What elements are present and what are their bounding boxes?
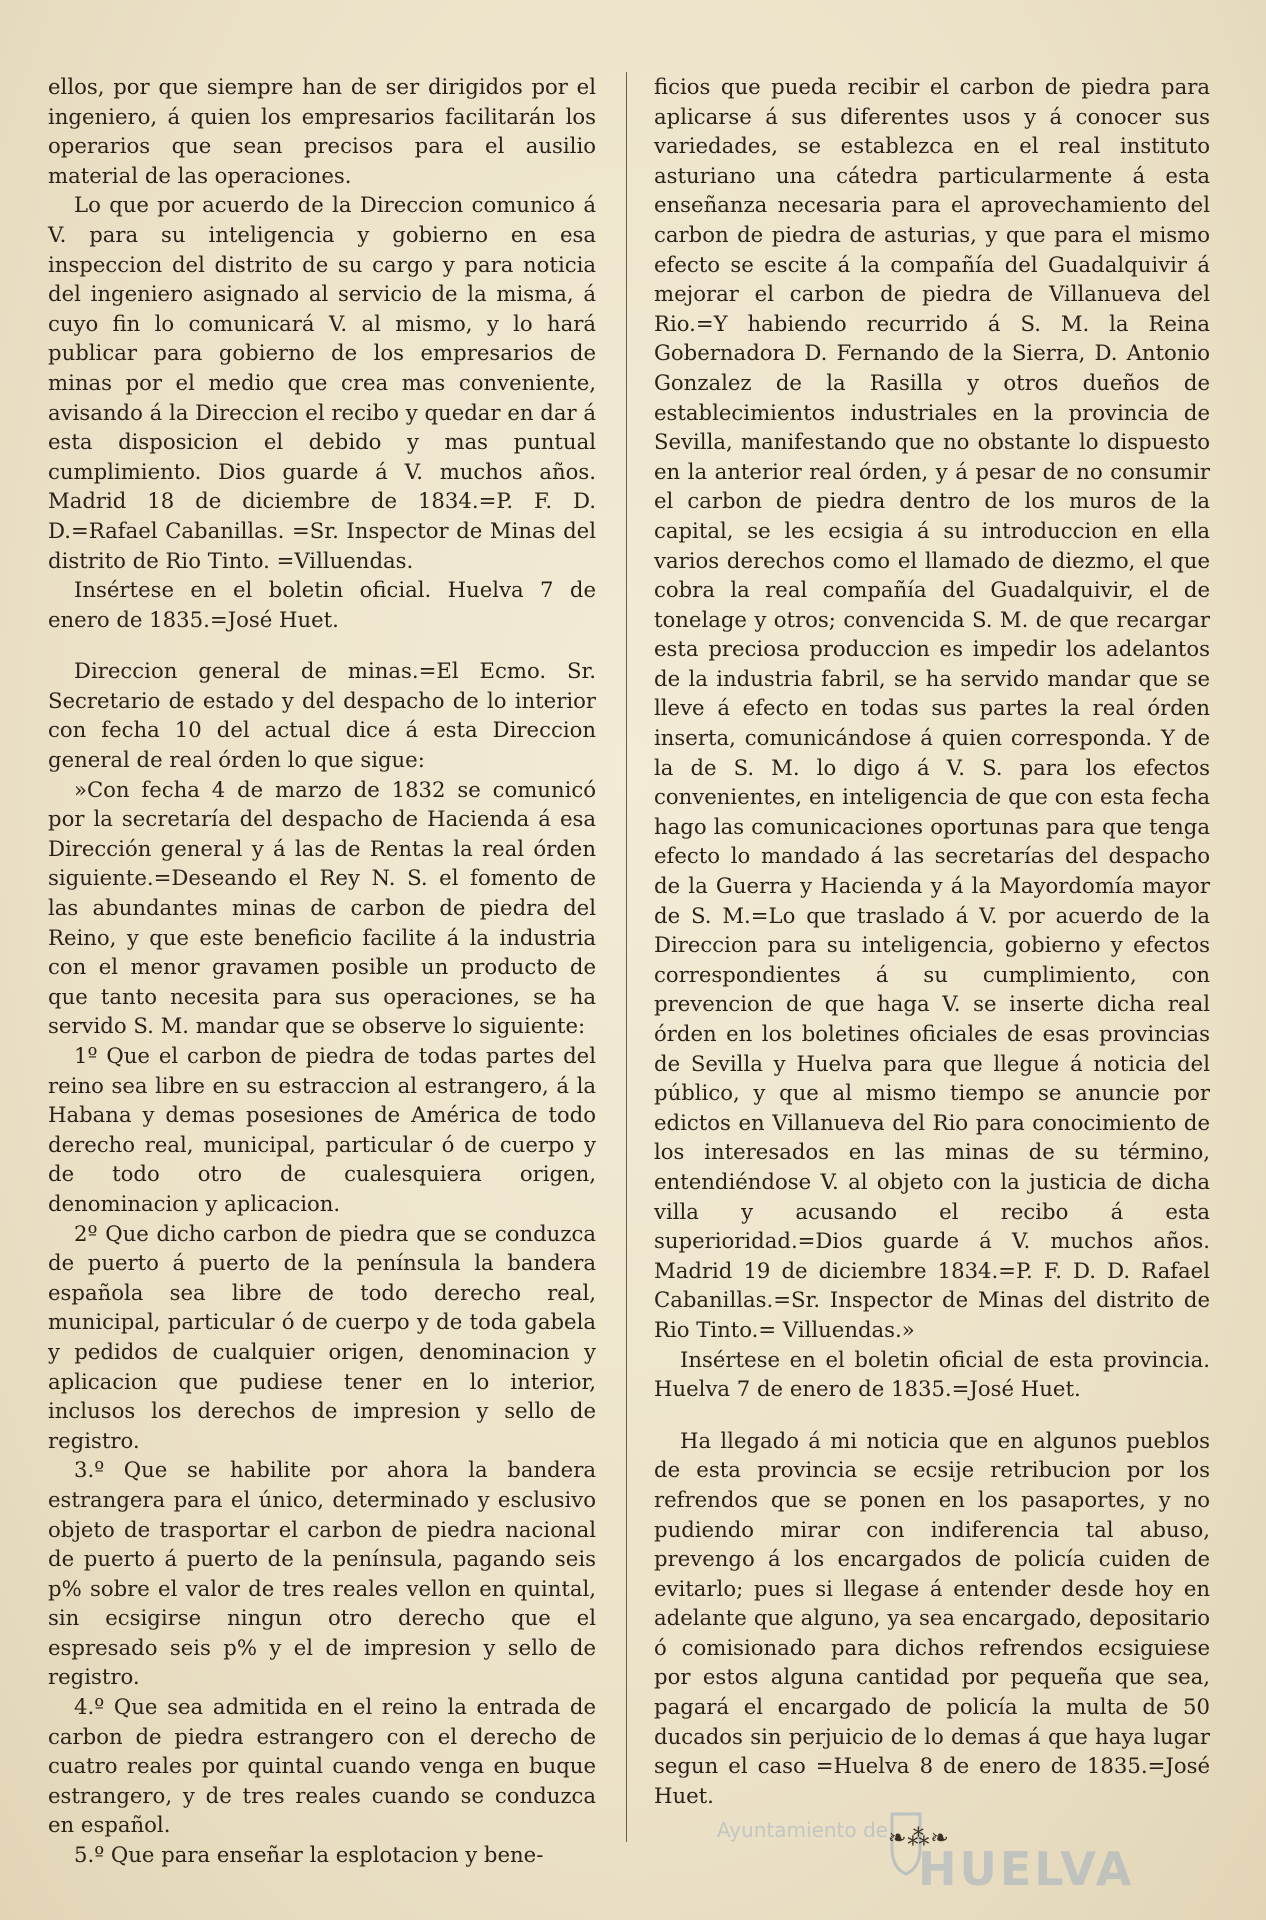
paragraph: ficios que pueda recibir el carbon de piedra para aplicarse á sus diferentes usos y á conocer sus variedades, se establezca en el real instituto asturiano una cátedra particularmente á esta enseñanza necesaria para el aprovechamiento del carbon de piedra de asturias, y que para el mismo efecto se escite á la compañía del Guadalquivir á mejorar el carbon de piedra de Villanueva del Rio.=Y habiendo recurrido á S. M. la Reina Gobernadora D. Fernando de la Sierra, D. Antonio Gonzalez de la Rasilla y otros dueños de establecimientos industriales en la provincia de Sevilla, manifestando que no obstante lo dispuesto en la anterior real órden, y á pesar de no consumir el carbon de piedra dentro de los muros de la capital, se les ecsigia á su introduccion en ella varios derechos como el llamado de diezmo, el que cobra la real compañía del Guadalquivir, el de tonelage y otros; convencida S. M. de que recargar esta preciosa produccion es impedir los adelantos de la industria fabril, se ha servido mandar que se lleve á efecto en todas sus partes la real órden inserta, comunicándose á quien corresponda. Y de la de S. M. lo digo á V. S. para los efectos convenientes, en inteligencia de que con esta fecha hago las comunicaciones oportunas para que tenga efecto lo mandado á las secretarías del despacho de la Guerra y Hacienda y á la Mayordomía mayor de S. M.=Lo que traslado á V. por acuerdo de la Direccion para su inteligencia, gobierno y efectos correspondientes á su cumplimiento, con prevencion de que haga V. se inserte dicha real órden en los boletines oficiales de esas provincias de Sevilla y Huelva para que llegue á noticia del público, y que al mismo tiempo se anuncie por edictos en Villanueva del Rio para conocimiento de los interesados en las minas de su término, entendiéndose V. al objeto con la justicia de dicha villa y acusando el recibo á esta superioridad.=Dios guarde á V. muchos años. Madrid 19 de diciembre 1834.=P. F. D. D. Rafael Cabanillas.=Sr. Inspector de Minas del distrito de Rio Tinto.= Villuendas.»: [654, 74, 1210, 1342]
paragraph: 1º Que el carbon de piedra de todas partes del reino sea libre en su estraccion al estrangero, á la Habana y demas posesiones de América de todo derecho real, municipal, particular ó de cuerpo y de todo otro de cualesquiera origen, denominacion y aplicacion.: [48, 1043, 596, 1216]
ornament-icon: ❧⁂❧: [888, 1826, 950, 1851]
paragraph: ellos, por que siempre han de ser dirigidos por el ingeniero, á quien los empresarios facilitarán los operarios que sean precisos para el ausilio material de las operaciones.: [48, 74, 596, 188]
paragraph: Insértese en el boletin oficial. Huelva 7 de enero de 1835.=José Huet.: [48, 577, 596, 632]
watermark-top-text: Ayuntamiento de: [716, 1818, 888, 1842]
right-column: [654, 72, 1210, 1810]
column-divider: [626, 72, 627, 1842]
watermark-name: HUELVA: [918, 1842, 1135, 1896]
paragraph: Ha llegado á mi noticia que en algunos pueblos de esta provincia se ecsije retribucion por los refrendos que se ponen en los pasaportes, y no pudiendo mirar con indiferencia tal abuso, prevengo á los encargados de policía cuiden de evitarlo; pues si llegase á entender desde hoy en adelante que alguno, ya sea encargado, depositario ó comisionado para dichos refrendos ecsiguiese por estos alguna cantidad por pequeña que sea, pagará el encargado de policía la multa de 50 ducados sin perjuicio de lo demas á que haya lugar segun el caso =Huelva 8 de enero de 1835.=José Huet.: [654, 1427, 1210, 1808]
paragraph: Insértese en el boletin oficial de esta provincia. Huelva 7 de enero de 1835.=José Huet.: [654, 1346, 1210, 1402]
paragraph: Lo que por acuerdo de la Direccion comunico á V. para su inteligencia y gobierno en esa inspeccion del distrito de su cargo y para noticia del ingeniero asignado al servicio de la misma, á cuyo fin lo comunicará V. al mismo, y lo hará publicar para gobierno de los empresarios de minas por el medio que crea mas conveniente, avisando á la Direccion el recibo y quedar en dar á esta disposicion el debido y mas puntual cumplimiento. Dios guarde á V. muchos años. Madrid 18 de diciembre de 1834.=P. F. D. D.=Rafael Cabanillas. =Sr. Inspector de Minas del distrito de Rio Tinto. =Villuendas.: [48, 192, 596, 573]
paragraph: 2º Que dicho carbon de piedra que se conduzca de puerto á puerto de la península la bandera española sea libre de todo derecho real, municipal, particular ó de cuerpo y de toda gabela y pedidos de cualquier origen, denominacion y aplicacion que pudiese tener en lo interior, inclusos los derechos de impresion y sello de registro.: [48, 1220, 596, 1453]
paragraph: »Con fecha 4 de marzo de 1832 se comunicó por la secretaría del despacho de Hacienda á esa Dirección general y á las de Rentas la real órden siguiente.=Deseando el Rey N. S. el fomento de las abundantes minas de carbon de piedra del Reino, y que este beneficio facilite á la industria con el menor gravamen posible un producto de que tanto necesita para sus operaciones, se ha servido S. M. mandar que se observe lo siguiente:: [48, 776, 596, 1039]
paragraph: 5.º Que para enseñar la esplotacion y bene-: [74, 1842, 544, 1868]
left-column: [48, 72, 596, 1870]
paragraph: Direccion general de minas.=El Ecmo. Sr. Secretario de estado y del despacho de lo interior con fecha 10 del actual dice á esta Direccion general de real órden lo que sigue:: [48, 658, 596, 773]
paragraph: 3.º Que se habilite por ahora la bandera estrangera para el único, determinado y esclusivo objeto de trasportar el carbon de piedra nacional de puerto á puerto de la península, pagando seis p% sobre el valor de tres reales vellon en quintal, sin ecsigirse ningun otro derecho que el espresado seis p% y el de impresion y sello de registro.: [48, 1457, 596, 1690]
paragraph: 4.º Que sea admitida en el reino la entrada de carbon de piedra estrangero con el derecho de cuatro reales por quintal cuando venga en buque estrangero, y de tres reales cuando se conduzca en español.: [48, 1694, 596, 1838]
